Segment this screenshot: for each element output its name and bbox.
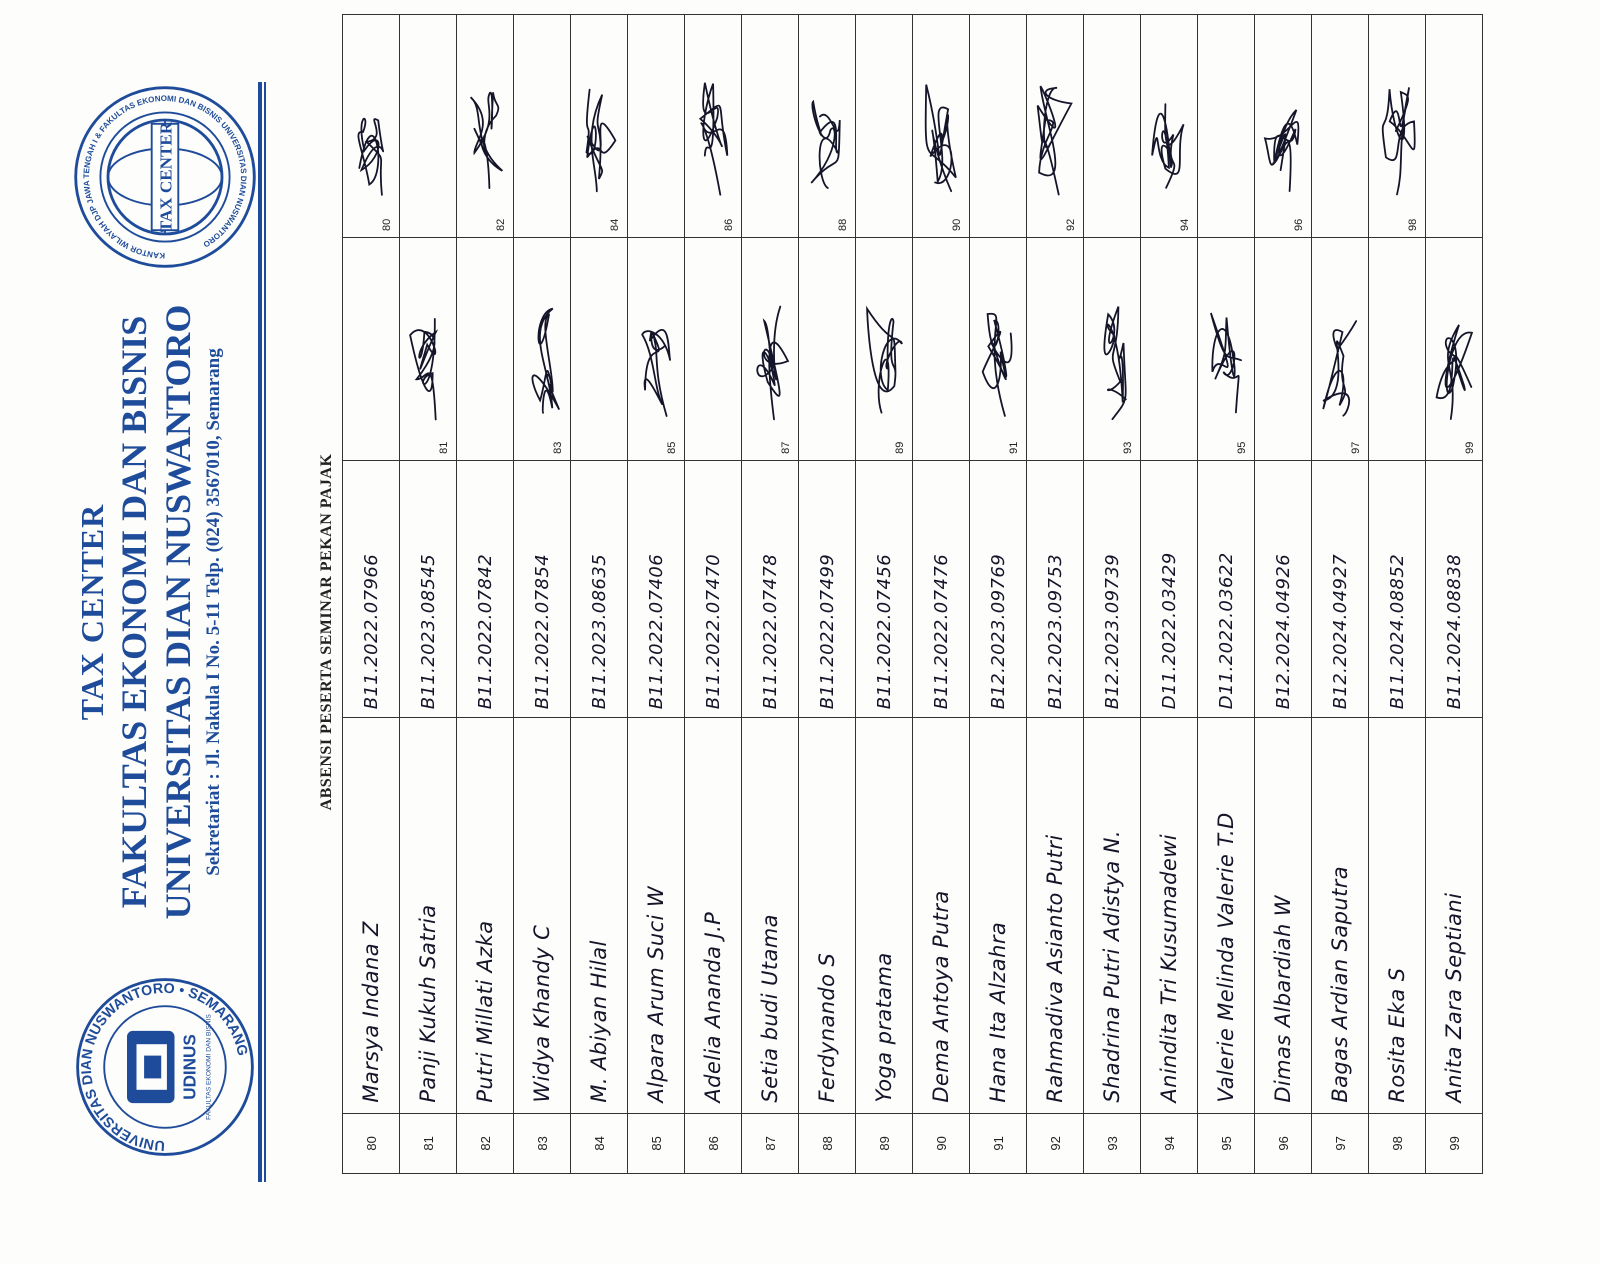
signature-number: 86 bbox=[723, 218, 735, 231]
table-row bbox=[1255, 15, 1312, 1174]
signature-cell-left bbox=[1369, 237, 1426, 460]
signature-scribble bbox=[1430, 290, 1478, 430]
signature-scribble bbox=[746, 290, 794, 430]
table-row bbox=[742, 15, 799, 1174]
signature-cell-left bbox=[1312, 237, 1369, 460]
signature-cell-right bbox=[970, 15, 1027, 238]
participant-name: M. Abiyan Hilal bbox=[587, 940, 611, 1103]
table-row bbox=[970, 15, 1027, 1174]
table-row bbox=[685, 15, 742, 1174]
signature-number: 89 bbox=[894, 441, 906, 454]
udinus-logo bbox=[70, 972, 260, 1162]
signature-cell-right bbox=[742, 15, 799, 238]
signature-cell-left bbox=[799, 237, 856, 460]
signature-cell-right bbox=[1198, 15, 1255, 238]
table-row bbox=[1198, 15, 1255, 1174]
student-id-cell bbox=[628, 460, 685, 717]
signature-cell-right bbox=[1084, 15, 1141, 238]
signature-cell-left bbox=[1198, 237, 1255, 460]
participant-name-cell bbox=[970, 718, 1027, 1113]
signature-scribble bbox=[347, 67, 395, 207]
signature-cell-right bbox=[856, 15, 913, 238]
signature-cell-left bbox=[913, 237, 970, 460]
participant-name: Shadrina Putri Adistya N. bbox=[1100, 830, 1124, 1103]
row-number: 80 bbox=[343, 1113, 400, 1173]
participant-name-cell bbox=[628, 718, 685, 1113]
signature-stroke bbox=[1437, 325, 1472, 419]
left-logo-ring-text: UNIVERSITAS DIAN NUSWANTORO • SEMARANG bbox=[78, 980, 251, 1154]
student-id-cell bbox=[514, 460, 571, 717]
attendance-table bbox=[342, 14, 1483, 1174]
row-number: 93 bbox=[1084, 1113, 1141, 1173]
header-line-3: UNIVERSITAS DIAN NUSWANTORO bbox=[158, 304, 198, 920]
tax-center-logo bbox=[70, 82, 260, 272]
signature-cell-right bbox=[1369, 15, 1426, 238]
signature-cell-right bbox=[1312, 15, 1369, 238]
student-id: B11.2022.07499 bbox=[816, 553, 838, 710]
signature-cell-left bbox=[457, 237, 514, 460]
signature-stroke bbox=[983, 314, 1012, 416]
signature-number: 80 bbox=[381, 218, 393, 231]
student-id: B11.2022.07478 bbox=[759, 553, 781, 710]
participant-name: Rahmadiva Asianto Putri bbox=[1043, 834, 1067, 1103]
signature-cell-right bbox=[343, 15, 400, 238]
signature-stroke bbox=[532, 308, 559, 412]
signature-stroke bbox=[642, 330, 670, 416]
signature-cell-left bbox=[742, 237, 799, 460]
row-number: 92 bbox=[1027, 1113, 1084, 1173]
signature-scribble bbox=[1202, 290, 1250, 430]
table-row bbox=[913, 15, 970, 1174]
signature-cell-left bbox=[343, 237, 400, 460]
right-logo-center-text: TAX CENTER bbox=[156, 121, 176, 233]
signature-cell-right bbox=[457, 15, 514, 238]
student-id-cell bbox=[571, 460, 628, 717]
signature-stroke bbox=[700, 83, 727, 195]
signature-stroke bbox=[1104, 306, 1125, 419]
header-rule-thin bbox=[264, 82, 266, 1182]
signature-stroke bbox=[1323, 321, 1356, 416]
signature-cell-left bbox=[970, 237, 1027, 460]
participant-name: Ferdynando S bbox=[815, 952, 839, 1103]
participant-name: Panji Kukuh Satria bbox=[416, 904, 440, 1103]
row-number: 91 bbox=[970, 1113, 1027, 1173]
participant-name-cell bbox=[400, 718, 457, 1113]
student-id-cell bbox=[1084, 460, 1141, 717]
participant-name-cell bbox=[856, 718, 913, 1113]
participant-name: Anita Zara Septiani bbox=[1442, 892, 1466, 1103]
signature-stroke bbox=[926, 85, 956, 192]
signature-cell-left bbox=[685, 237, 742, 460]
student-id: B11.2022.07476 bbox=[930, 553, 952, 710]
signature-number: 94 bbox=[1179, 218, 1191, 231]
row-number: 83 bbox=[514, 1113, 571, 1173]
signature-stroke bbox=[867, 309, 902, 413]
table-row bbox=[1084, 15, 1141, 1174]
signature-scribble bbox=[1373, 67, 1421, 207]
student-id-cell bbox=[1027, 460, 1084, 717]
student-id-cell bbox=[856, 460, 913, 717]
student-id-cell bbox=[1369, 460, 1426, 717]
student-id-cell bbox=[1255, 460, 1312, 717]
signature-cell-right bbox=[514, 15, 571, 238]
signature-number: 97 bbox=[1350, 441, 1362, 454]
student-id-cell bbox=[685, 460, 742, 717]
student-id: B12.2024.04927 bbox=[1329, 553, 1351, 710]
signature-scribble bbox=[1088, 290, 1136, 430]
signature-scribble bbox=[518, 290, 566, 430]
signature-number: 81 bbox=[438, 441, 450, 454]
signature-cell-left bbox=[1084, 237, 1141, 460]
signature-stroke bbox=[358, 119, 383, 195]
signature-stroke bbox=[587, 90, 616, 192]
table-row bbox=[1141, 15, 1198, 1174]
participant-name: Widya Khandy C bbox=[530, 924, 554, 1103]
participant-name: Setia budi Utama bbox=[758, 914, 782, 1103]
student-id: B12.2023.09753 bbox=[1044, 553, 1066, 710]
participant-name-cell bbox=[1141, 718, 1198, 1113]
signature-number: 99 bbox=[1464, 441, 1476, 454]
signature-number: 88 bbox=[837, 218, 849, 231]
student-id: B11.2022.07470 bbox=[702, 553, 724, 710]
participant-name-cell bbox=[685, 718, 742, 1113]
signature-number: 96 bbox=[1293, 218, 1305, 231]
participant-name-cell bbox=[1312, 718, 1369, 1113]
row-number: 85 bbox=[628, 1113, 685, 1173]
table-row bbox=[1369, 15, 1426, 1174]
table-row bbox=[1426, 15, 1483, 1174]
header-line-1: TAX CENTER bbox=[74, 503, 110, 721]
participant-name: Yoga pratama bbox=[872, 952, 896, 1103]
signature-cell-left bbox=[400, 237, 457, 460]
signature-cell-right bbox=[1141, 15, 1198, 238]
signature-cell-right bbox=[685, 15, 742, 238]
signature-cell-right bbox=[799, 15, 856, 238]
signature-cell-left bbox=[1426, 237, 1483, 460]
table-row bbox=[628, 15, 685, 1174]
signature-cell-left bbox=[1255, 237, 1312, 460]
signature-number: 91 bbox=[1008, 441, 1020, 454]
row-number: 96 bbox=[1255, 1113, 1312, 1173]
student-id-cell bbox=[1198, 460, 1255, 717]
attendance-page bbox=[0, 32, 1600, 1232]
student-id-cell bbox=[1312, 460, 1369, 717]
left-logo-center-text: UDINUS bbox=[180, 1034, 200, 1100]
table-row bbox=[343, 15, 400, 1174]
signature-number: 87 bbox=[780, 441, 792, 454]
student-id-cell bbox=[1141, 460, 1198, 717]
header-rule-thick bbox=[258, 82, 262, 1182]
signature-cell-right bbox=[913, 15, 970, 238]
signature-scribble bbox=[860, 290, 908, 430]
participant-name-cell bbox=[1369, 718, 1426, 1113]
participant-name: Rosita Eka S bbox=[1385, 967, 1409, 1103]
signature-number: 92 bbox=[1065, 218, 1077, 231]
signature-number: 90 bbox=[951, 218, 963, 231]
signature-number: 98 bbox=[1407, 218, 1419, 231]
table-row bbox=[457, 15, 514, 1174]
signature-number: 84 bbox=[609, 218, 621, 231]
participant-name-cell bbox=[799, 718, 856, 1113]
table-row bbox=[514, 15, 571, 1174]
signature-stroke bbox=[811, 102, 840, 188]
row-number: 81 bbox=[400, 1113, 457, 1173]
participant-name-cell bbox=[571, 718, 628, 1113]
participant-name-cell bbox=[742, 718, 799, 1113]
participant-name-cell bbox=[1426, 718, 1483, 1113]
signature-scribble bbox=[632, 290, 680, 430]
signature-cell-left bbox=[1027, 237, 1084, 460]
signature-scribble bbox=[1259, 67, 1307, 207]
participant-name-cell bbox=[1084, 718, 1141, 1113]
student-id: B12.2023.09769 bbox=[987, 553, 1009, 710]
signature-stroke bbox=[1265, 110, 1298, 191]
table-row bbox=[400, 15, 457, 1174]
table-row bbox=[856, 15, 913, 1174]
signature-scribble bbox=[575, 67, 623, 207]
signature-number: 85 bbox=[666, 441, 678, 454]
row-number: 99 bbox=[1426, 1113, 1483, 1173]
student-id-cell bbox=[970, 460, 1027, 717]
participant-name-cell bbox=[1027, 718, 1084, 1113]
signature-cell-left bbox=[856, 237, 913, 460]
student-id: B12.2023.09739 bbox=[1101, 553, 1123, 710]
participant-name-cell bbox=[343, 718, 400, 1113]
student-id-cell bbox=[400, 460, 457, 717]
participant-name: Bagas Ardian Saputra bbox=[1328, 865, 1352, 1103]
row-number: 82 bbox=[457, 1113, 514, 1173]
student-id: D11.2022.03429 bbox=[1158, 552, 1180, 710]
participant-name: Alpara Arum Suci W bbox=[644, 885, 668, 1103]
student-id: B11.2022.07842 bbox=[474, 553, 496, 710]
student-id: B11.2024.08852 bbox=[1386, 553, 1408, 710]
signature-cell-right bbox=[571, 15, 628, 238]
signature-scribble bbox=[461, 67, 509, 207]
participant-name-cell bbox=[913, 718, 970, 1113]
left-logo-small-text: FAKULTAS EKONOMI DAN BISNIS bbox=[205, 1014, 213, 1120]
signature-stroke bbox=[410, 319, 436, 420]
signature-scribble bbox=[1031, 67, 1079, 207]
signature-cell-left bbox=[514, 237, 571, 460]
signature-stroke bbox=[757, 306, 788, 419]
document-title: ABSENSI PESERTA SEMINAR PEKAN PAJAK bbox=[318, 453, 335, 811]
signature-cell-left bbox=[628, 237, 685, 460]
table-row bbox=[1312, 15, 1369, 1174]
signature-scribble bbox=[404, 290, 452, 430]
signature-cell-right bbox=[1255, 15, 1312, 238]
participant-name: Hana Ita Alzahra bbox=[986, 921, 1010, 1103]
signature-number: 82 bbox=[495, 218, 507, 231]
header-line-2: FAKULTAS EKONOMI DAN BISNIS bbox=[114, 315, 154, 909]
student-id: B11.2022.07456 bbox=[873, 553, 895, 710]
student-id-cell bbox=[799, 460, 856, 717]
student-id: B11.2023.08545 bbox=[417, 553, 439, 710]
right-logo-ring-text: KANTOR WILAYAH DJP JAWA TENGAH I & FAKULTAS EKONOMI DAN BISNIS UNIVERSITAS DIAN NUSWANTORO bbox=[81, 93, 249, 261]
signature-cell-right bbox=[628, 15, 685, 238]
table-row bbox=[571, 15, 628, 1174]
signature-cell-right bbox=[400, 15, 457, 238]
header-address: Sekretariat : Jl. Nakula I No. 5-11 Telp. (024) 3567010, Semarang bbox=[203, 348, 224, 876]
student-id-cell bbox=[343, 460, 400, 717]
table-row bbox=[799, 15, 856, 1174]
participant-name: Dema Antoya Putra bbox=[929, 890, 953, 1103]
signature-stroke bbox=[471, 92, 503, 188]
student-id-cell bbox=[742, 460, 799, 717]
signature-number: 95 bbox=[1236, 441, 1248, 454]
signature-scribble bbox=[1145, 67, 1193, 207]
participant-name: Valerie Melinda Valerie T.D bbox=[1214, 812, 1238, 1103]
signature-stroke bbox=[1211, 313, 1241, 412]
signature-scribble bbox=[1316, 290, 1364, 430]
row-number: 94 bbox=[1141, 1113, 1198, 1173]
student-id-cell bbox=[913, 460, 970, 717]
participant-name-cell bbox=[457, 718, 514, 1113]
signature-scribble bbox=[803, 67, 851, 207]
row-number: 98 bbox=[1369, 1113, 1426, 1173]
row-number: 88 bbox=[799, 1113, 856, 1173]
row-number: 95 bbox=[1198, 1113, 1255, 1173]
signature-number: 83 bbox=[552, 441, 564, 454]
student-id: B11.2022.07406 bbox=[645, 553, 667, 710]
participant-name: Marsya Indana Z bbox=[359, 921, 383, 1103]
student-id-cell bbox=[1426, 460, 1483, 717]
student-id: B12.2024.04926 bbox=[1272, 553, 1294, 710]
participant-name-cell bbox=[1255, 718, 1312, 1113]
participant-name: Anindita Tri Kusumadewi bbox=[1157, 834, 1181, 1103]
signature-stroke bbox=[1383, 87, 1415, 194]
row-number: 90 bbox=[913, 1113, 970, 1173]
signature-number: 93 bbox=[1122, 441, 1134, 454]
student-id-cell bbox=[457, 460, 514, 717]
signature-cell-right bbox=[1027, 15, 1084, 238]
signature-stroke bbox=[1038, 86, 1072, 194]
row-number: 84 bbox=[571, 1113, 628, 1173]
participant-name: Putri Millati Azka bbox=[473, 920, 497, 1103]
signature-scribble bbox=[974, 290, 1022, 430]
participant-name: Dimas Albardiah W bbox=[1271, 895, 1295, 1103]
participant-name: Adelia Ananda J.P bbox=[701, 911, 725, 1103]
row-number: 87 bbox=[742, 1113, 799, 1173]
signature-stroke bbox=[1152, 104, 1184, 188]
student-id: D11.2022.03622 bbox=[1215, 552, 1237, 710]
student-id: B11.2023.08635 bbox=[588, 553, 610, 710]
letterhead bbox=[72, 242, 228, 982]
participant-name-cell bbox=[514, 718, 571, 1113]
participant-name-cell bbox=[1198, 718, 1255, 1113]
signature-cell-left bbox=[1141, 237, 1198, 460]
signature-scribble bbox=[689, 67, 737, 207]
signature-cell-right bbox=[1426, 15, 1483, 238]
row-number: 86 bbox=[685, 1113, 742, 1173]
signature-scribble bbox=[917, 67, 965, 207]
student-id: B11.2024.08838 bbox=[1443, 553, 1465, 710]
student-id: B11.2022.07854 bbox=[531, 553, 553, 710]
table-row bbox=[1027, 15, 1084, 1174]
row-number: 97 bbox=[1312, 1113, 1369, 1173]
row-number: 89 bbox=[856, 1113, 913, 1173]
signature-cell-left bbox=[571, 237, 628, 460]
student-id: B11.2022.07966 bbox=[360, 553, 382, 710]
